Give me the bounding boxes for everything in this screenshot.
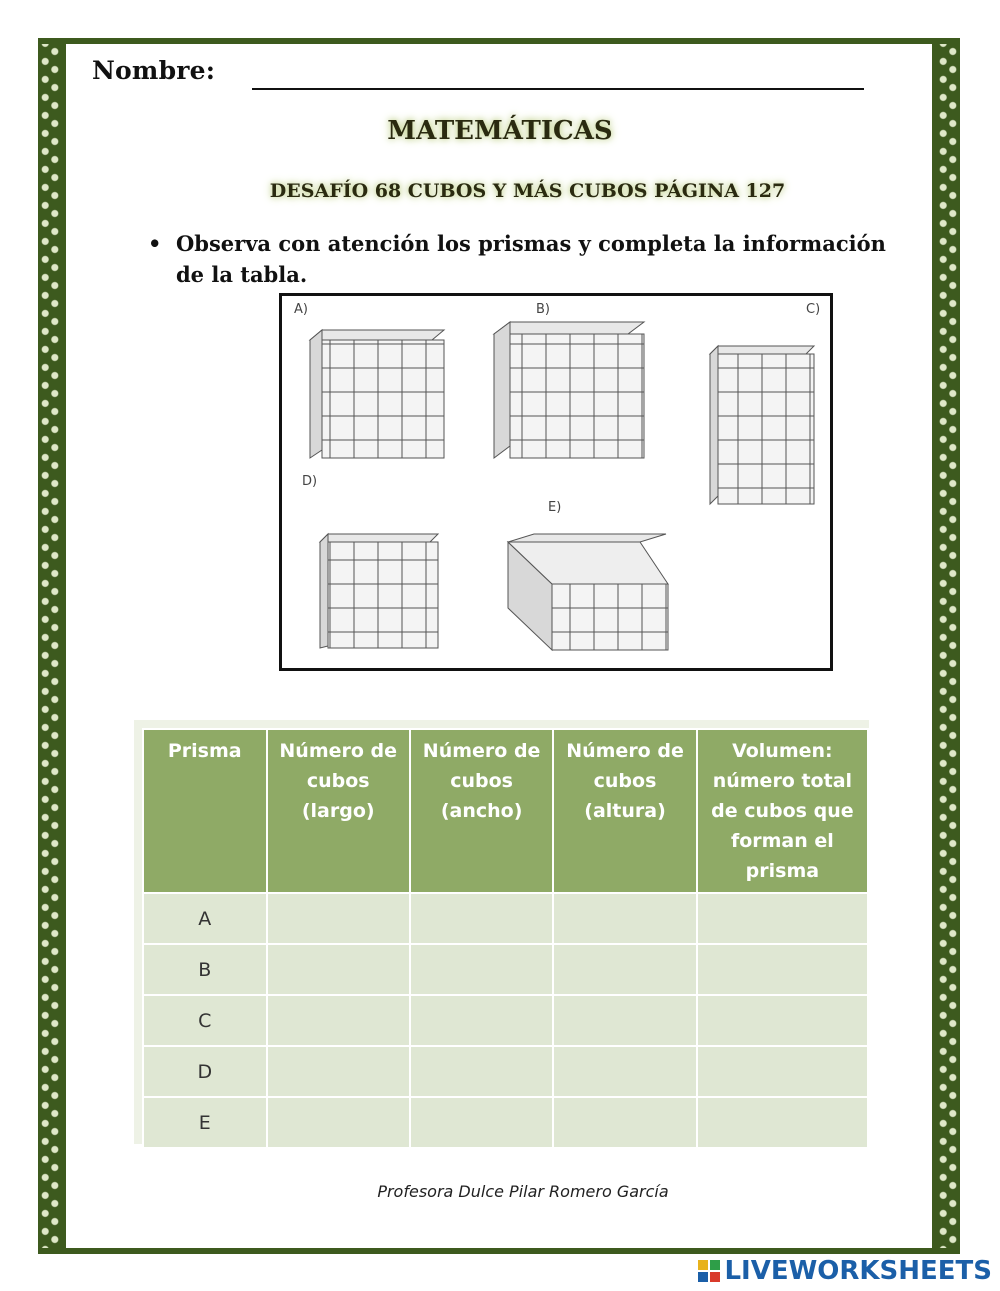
vine-border-bottom [38, 1248, 960, 1254]
table-row [143, 1046, 868, 1097]
prism-c [710, 346, 814, 504]
prism-b [494, 322, 644, 458]
answer-cell[interactable] [553, 995, 696, 1046]
row-label: C [143, 995, 267, 1046]
answer-cell[interactable] [553, 944, 696, 995]
prism-label-d: D) [302, 474, 318, 489]
header-altura: Número de cubos (altura) [553, 729, 696, 893]
page-subtitle: DESAFÍO 68 CUBOS Y MÁS CUBOS PÁGINA 127 [269, 180, 786, 202]
header-ancho: Número de cubos (ancho) [410, 729, 553, 893]
answer-cell[interactable] [267, 1046, 410, 1097]
answer-cell[interactable] [553, 893, 696, 944]
prism-d [320, 534, 438, 648]
row-label: B [143, 944, 267, 995]
prisms-figure [279, 293, 833, 671]
answer-cell[interactable] [410, 1097, 553, 1148]
answer-cell[interactable] [697, 944, 868, 995]
answer-table-wrapper [134, 720, 869, 1144]
vine-border-left [38, 38, 62, 1254]
instruction [148, 228, 918, 290]
table-row [143, 995, 868, 1046]
table-row [143, 944, 868, 995]
name-input-line[interactable] [252, 88, 864, 90]
table-row [143, 893, 868, 944]
prism-label-b: B) [536, 302, 550, 317]
row-label: A [143, 893, 267, 944]
row-label: E [143, 1097, 267, 1148]
answer-cell[interactable] [697, 1097, 868, 1148]
liveworksheets-icon [698, 1260, 720, 1282]
answer-cell[interactable] [553, 1046, 696, 1097]
header-largo: Número de cubos (largo) [267, 729, 410, 893]
prism-e [508, 534, 668, 650]
header-volumen: Volumen: número total de cubos que forman el prisma [697, 729, 868, 893]
prism-label-e: E) [548, 500, 562, 515]
answer-cell[interactable] [267, 944, 410, 995]
answer-cell[interactable] [410, 944, 553, 995]
answer-cell[interactable] [267, 1097, 410, 1148]
liveworksheets-logo[interactable] [698, 1256, 992, 1286]
prism-label-c: C) [806, 302, 821, 317]
page-title: MATEMÁTICAS [387, 116, 613, 146]
answer-cell[interactable] [697, 893, 868, 944]
prisms-drawing [282, 296, 830, 668]
answer-table [142, 728, 869, 1149]
vine-border-right [936, 38, 960, 1254]
name-label: Nombre: [92, 56, 216, 85]
header-prisma: Prisma [143, 729, 267, 893]
answer-cell[interactable] [553, 1097, 696, 1148]
answer-cell[interactable] [410, 893, 553, 944]
answer-cell[interactable] [267, 893, 410, 944]
answer-cell[interactable] [410, 995, 553, 1046]
answer-cell[interactable] [267, 995, 410, 1046]
answer-cell[interactable] [697, 995, 868, 1046]
prism-a [310, 330, 444, 458]
table-row [143, 1097, 868, 1148]
prism-label-a: A) [294, 302, 308, 317]
answer-cell[interactable] [410, 1046, 553, 1097]
instruction-text: Observa con atención los prismas y completa la información de la tabla. [176, 231, 886, 287]
brand-name: LIVEWORKSHEETS [724, 1256, 992, 1286]
row-label: D [143, 1046, 267, 1097]
teacher-credit: Profesora Dulce Pilar Romero García [377, 1182, 669, 1201]
bullet-icon: • [148, 231, 162, 256]
answer-cell[interactable] [697, 1046, 868, 1097]
